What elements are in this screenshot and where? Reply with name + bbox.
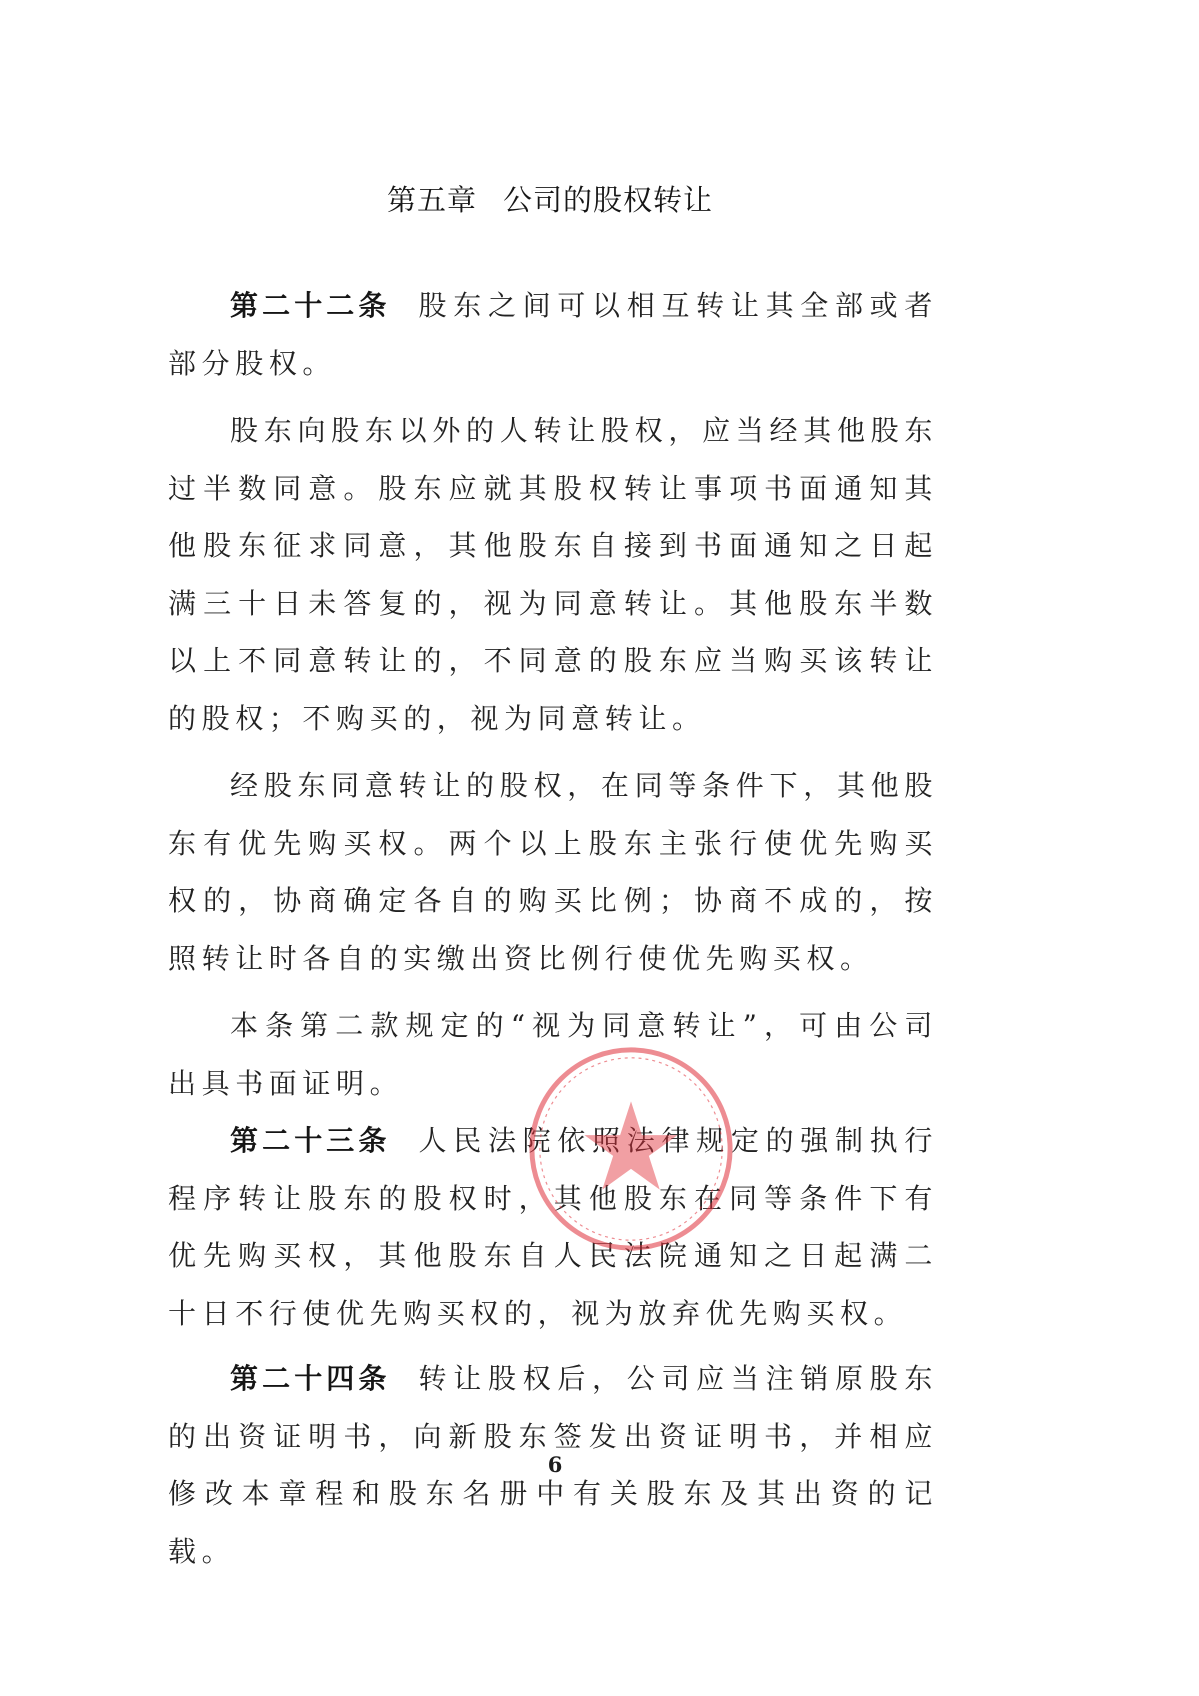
article-number: 第二十三条 — [230, 1124, 391, 1157]
article-paragraph: 经股东同意转让的股权，在同等条件下，其他股东有优先购买权。两个以上股东主张行使优先购买权的，协商确定各自的购买比例；协商不成的，按照转让时各自的实缴出资比例行使优先购买权。 — [168, 769, 938, 975]
page-number: 6 — [547, 1452, 563, 1477]
chapter-title: 公司的股权转让 — [503, 183, 714, 217]
article-number: 第二十四条 — [230, 1362, 391, 1395]
article-text: 股东之间可以相互转让其全部或者部分股权。 — [168, 289, 938, 380]
article-text: 人民法院依照法律规定的强制执行程序转让股东的股权时，其他股东在同等条件下有优先购买权，其他股东自人民法院通知之日起满二十日不行使优先购买权的，视为放弃优先购买权。 — [168, 1124, 938, 1330]
chapter-heading — [0, 178, 1100, 219]
article-paragraph: 本条第二款规定的“视为同意转让”，可由公司出具书面证明。 — [168, 1009, 938, 1100]
document-body — [168, 277, 938, 1580]
article-paragraph — [168, 1112, 938, 1342]
article-number: 第二十二条 — [230, 289, 391, 322]
article-text: 转让股权后，公司应当注销原股东的出资证明书，向新股东签发出资证明书，并相应修改本章程和股东名册中有关股东及其出资的记载。 — [168, 1362, 938, 1568]
chapter-number: 第五章 — [386, 183, 477, 217]
article-paragraph: 股东向股东以外的人转让股权，应当经其他股东过半数同意。股东应就其股权转让事项书面通知其他股东征求同意，其他股东自接到书面通知之日起满三十日未答复的，视为同意转让。其他股东半数以上不同意转让的，不同意的股东应当购买该转让的股权；不购买的，视为同意转让。 — [168, 414, 938, 735]
article-paragraph — [168, 277, 938, 392]
